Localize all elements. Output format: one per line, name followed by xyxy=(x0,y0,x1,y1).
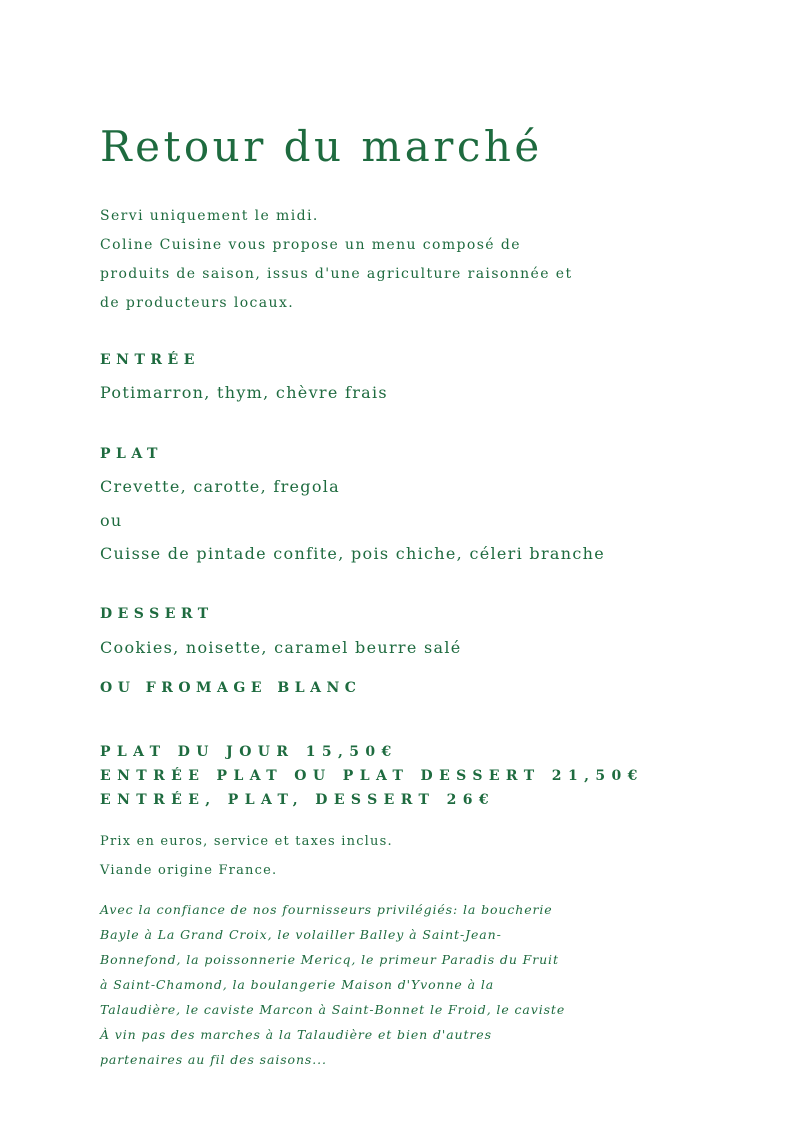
partner-line: Avec la confiance de nos fournisseurs privilégiés: la boucherie xyxy=(100,902,553,917)
plat-or: ou xyxy=(100,511,123,530)
partner-line: À vin pas des marches à la Talaudière et bien d'autres xyxy=(100,1027,492,1042)
plat-dish-1: Crevette, carotte, fregola xyxy=(100,477,341,496)
intro-line: Servi uniquement le midi. xyxy=(100,208,319,224)
menu-title: Retour du marché xyxy=(100,122,543,171)
partner-line: à Saint-Chamond, la boulangerie Maison d'Yvonne à la xyxy=(100,977,495,992)
meat-origin-note: Viande origine France. xyxy=(100,863,278,878)
intro-line: produits de saison, issus d'une agriculture raisonnée et xyxy=(100,266,573,282)
plat-heading: PLAT xyxy=(100,446,163,462)
price-line: ENTRÉE PLAT OU PLAT DESSERT 21,50€ xyxy=(100,768,644,784)
entree-heading: ENTRÉE xyxy=(100,352,200,368)
partner-line: Bayle à La Grand Croix, le volailler Balley à Saint-Jean- xyxy=(100,927,502,942)
price-line: ENTRÉE, PLAT, DESSERT 26€ xyxy=(100,792,496,808)
intro-line: Coline Cuisine vous propose un menu composé de xyxy=(100,237,521,253)
intro-line: de producteurs locaux. xyxy=(100,295,295,311)
partner-line: partenaires au fil des saisons... xyxy=(100,1052,327,1067)
plat-dish-2: Cuisse de pintade confite, pois chiche, céleri branche xyxy=(100,544,605,563)
intro-text xyxy=(100,202,720,318)
fromage-blanc-heading: OU FROMAGE BLANC xyxy=(100,680,362,696)
partner-line: Bonnefond, la poissonnerie Mericq, le primeur Paradis du Fruit xyxy=(100,952,559,967)
dessert-heading: DESSERT xyxy=(100,606,214,622)
price-line: PLAT DU JOUR 15,50€ xyxy=(100,744,398,760)
partner-line: Talaudière, le caviste Marcon à Saint-Bonnet le Froid, le caviste xyxy=(100,1002,566,1017)
taxes-note: Prix en euros, service et taxes inclus. xyxy=(100,834,393,849)
partners-text xyxy=(100,897,720,1072)
dessert-dish: Cookies, noisette, caramel beurre salé xyxy=(100,638,462,657)
entree-dish: Potimarron, thym, chèvre frais xyxy=(100,383,388,402)
price-list xyxy=(100,740,644,812)
